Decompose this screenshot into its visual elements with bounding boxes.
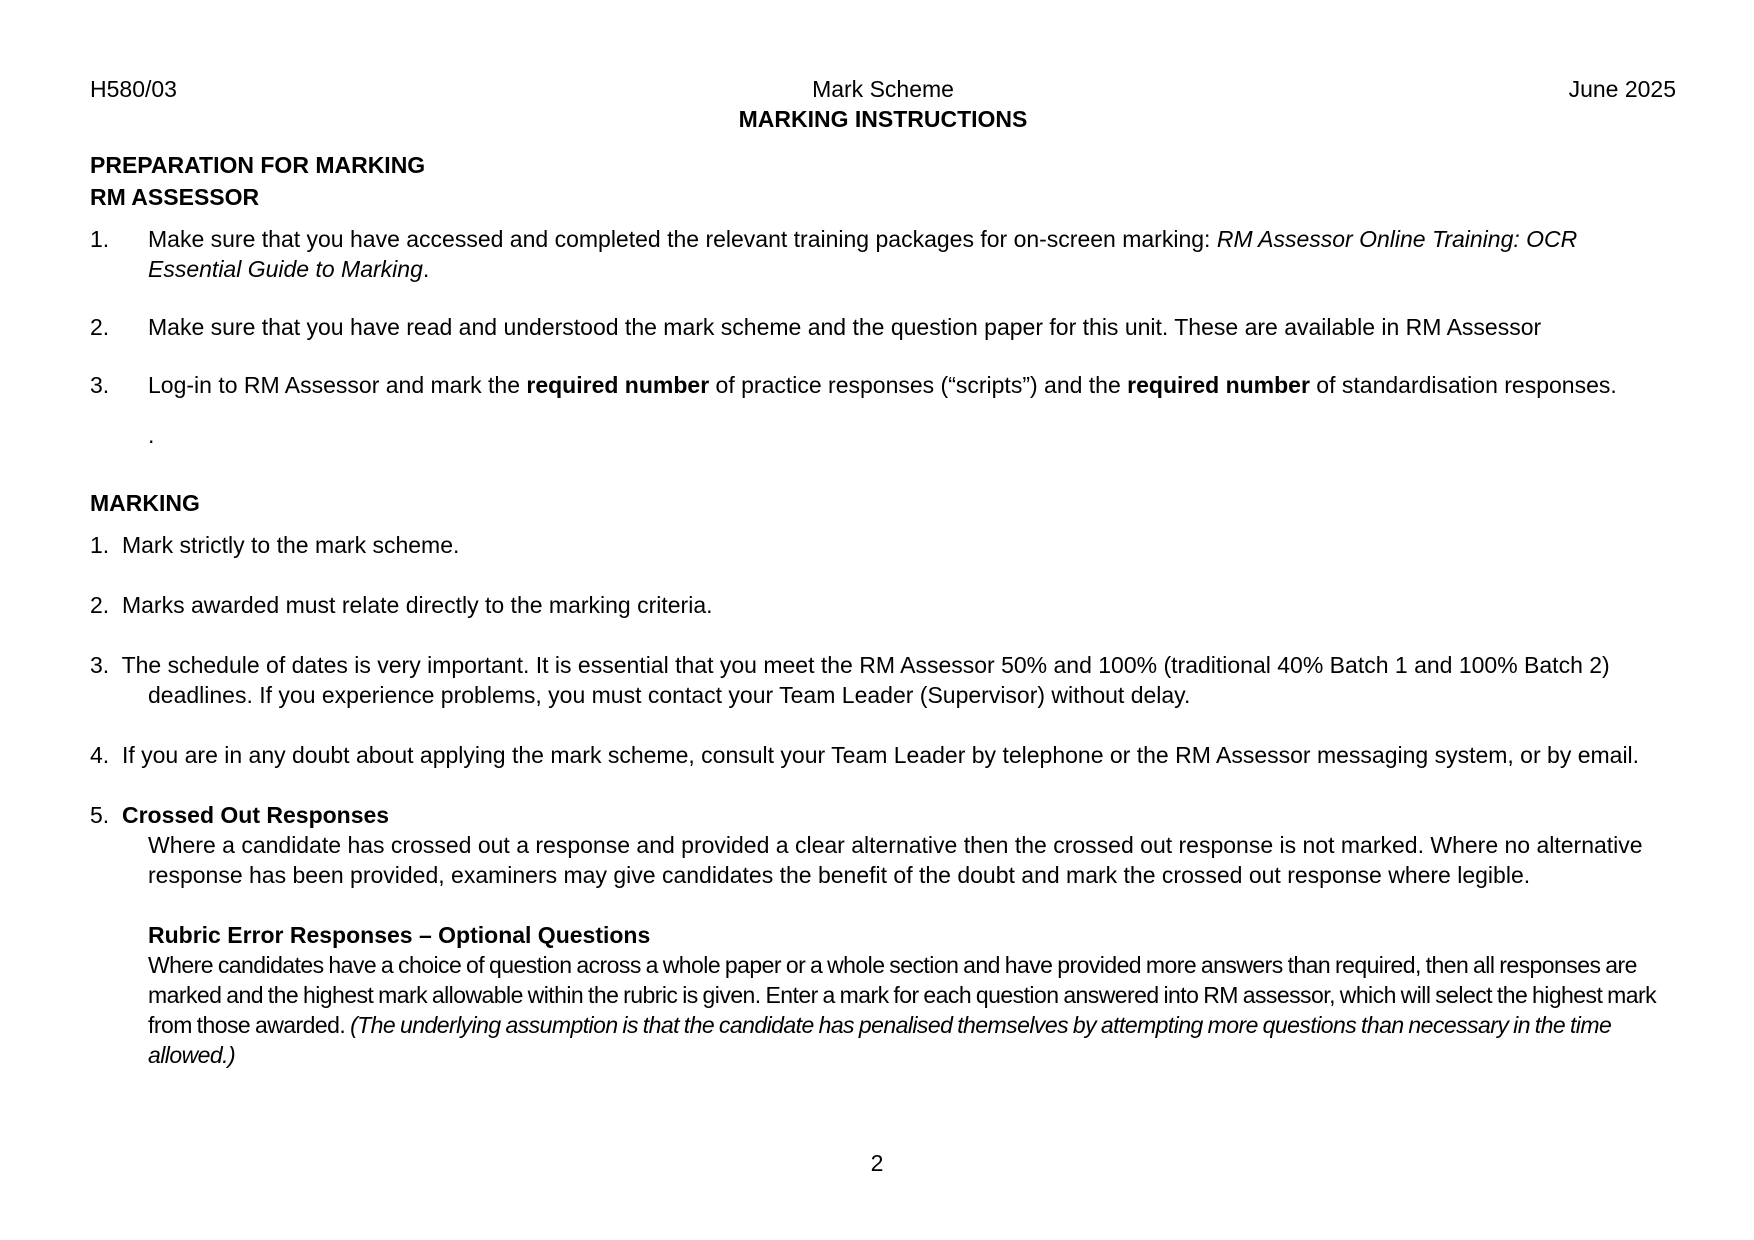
page-number: 2 [870,1150,884,1176]
sub-text: Where candidates have a choice of question across a whole paper or a whole section and have provided more answers than required, then all responses are marked and the highest mark allowable within the rubric is given. Enter a mark for each question answered into RM assessor, which will select the highest mark from those awarded. [148,952,1657,1038]
marking-heading: MARKING [90,490,200,516]
item-number: 3. [90,372,110,398]
item-text: of standardisation responses. [1309,372,1617,398]
document-type: Mark Scheme [812,76,954,102]
item-number: 1. [90,226,110,252]
item-text: of practice responses (“scripts”) and the [709,372,1128,398]
item-number: 2. [90,314,110,340]
item-text: Make sure that you have read and understood the mark scheme and the question paper for this unit. These are available in RM Assessor [148,314,1542,340]
sub-paragraph [148,950,1676,1070]
item-text: Where a candidate has crossed out a response and provided a clear alternative then the crossed out response is not marked. Where no alternative response has been provided, examiners may give candidates the benefit of the doubt and mark the crossed out response where legible. [148,832,1643,888]
paper-code: H580/03 [90,76,177,102]
list-item [90,740,1676,770]
item-text: If you are in any doubt about applying the mark scheme, consult your Team Leader by telephone or the RM Assessor messaging system, or by email. [121,742,1640,768]
document-page [90,74,1676,1070]
list-item [90,312,1676,342]
item-heading: Crossed Out Responses [121,802,390,828]
item-number: 5. [90,802,110,828]
list-item [90,530,1676,560]
exam-date: June 2025 [1568,76,1676,102]
item-text: Make sure that you have accessed and completed the relevant training packages for on-screen marking: [148,226,1217,252]
sub-heading: Rubric Error Responses – Optional Questions [148,922,651,948]
list-item [90,224,1676,284]
page-title: MARKING INSTRUCTIONS [738,106,1028,132]
list-item [90,590,1676,620]
item-text: Marks awarded must relate directly to the marking criteria. [121,592,713,618]
sub-italic-text: (The underlying assumption is that the candidate has penalised themselves by attempting more questions than necessary in the time allowed.) [148,1012,1612,1068]
item-text: The schedule of dates is very important. It is essential that you meet the RM Assessor 50% and 100% (traditional 40% Batch 1 and 100% Batch 2) [121,652,1610,678]
list-item [90,800,1676,1070]
item-continuation: deadlines. If you experience problems, you must contact your Team Leader (Supervisor) without delay. [148,682,1191,708]
list-item [90,370,1676,400]
item-end: . [422,256,430,282]
list-item [90,650,1676,710]
preparation-list [90,224,1676,400]
item-number: 3. [90,652,110,678]
item-bold-text: required number [1127,372,1310,398]
item-number: 1. [90,532,110,558]
marking-list [90,530,1676,1070]
item-text: Log-in to RM Assessor and mark the [148,372,527,398]
item-number: 4. [90,742,110,768]
item-italic-text: RM Assessor Online Training: OCR Essential Guide to Marking [148,226,1578,282]
item-bold-text: required number [526,372,710,398]
rm-assessor-heading: RM ASSESSOR [90,184,260,210]
item-number: 2. [90,592,110,618]
preparation-heading: PREPARATION FOR MARKING [90,152,426,178]
stray-period: . [148,422,155,448]
item-text: Mark strictly to the mark scheme. [121,532,460,558]
page-header [90,74,1676,104]
